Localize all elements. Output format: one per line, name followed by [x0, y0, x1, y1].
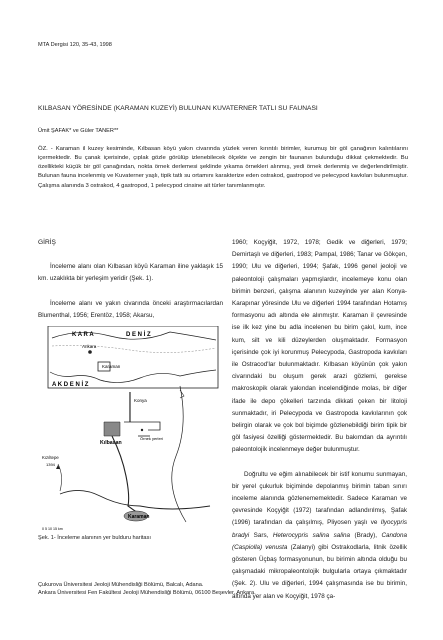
road-karaman — [112, 436, 142, 516]
left-column — [38, 237, 223, 334]
map-label-konya: Konya — [134, 398, 147, 403]
map-label-ankara: Ankara — [82, 344, 97, 349]
map-label-deniz: D E N İ Z — [126, 332, 151, 338]
paragraph: İnceleme alanı olan Kılbasan köyü Karaman iline yaklaşık 15 km. uzaklıkta bir yerleşim yeridir (Şek. 1). — [38, 263, 223, 283]
map-label-kilbasan: Kılbasan — [100, 440, 122, 446]
kilbasan-block — [104, 422, 120, 436]
river-east — [172, 386, 186, 522]
map-label-karaman-city: Karaman — [128, 514, 150, 520]
paragraph: İnceleme alanı ve yakın civarında önceki araştırmacılardan Blumenthal, 1956; Erentöz, 1958; Akarsu, — [38, 299, 223, 319]
road-east — [124, 422, 160, 430]
affiliation-2: Ankara Üniversitesi Fen Fakültesi Jeoloji Mühendisliği Bölümü, 06100 Beşevler, Ankara. — [38, 589, 256, 596]
footer-affiliations — [38, 582, 408, 597]
paper-title: KILBASAN YÖRESİNDE (KARAMAN KUZEYİ) BULUNAN KUVATERNER TATLI SU FAUNASI — [38, 105, 318, 112]
map-label-kiziltepe: Kızıltepe — [42, 455, 59, 460]
right-column — [232, 237, 407, 603]
figure-caption: Şek. 1- İnceleme alanının yer bulduru haritası — [38, 535, 151, 541]
map-scale: 0 5 10 15 km — [42, 527, 63, 531]
affiliation-1: Çukurova Üniversitesi Jeoloji Mühendisliği Bölümü, Balcalı, Adana. — [38, 582, 204, 588]
stream — [60, 490, 210, 509]
map-label-karaman: Karaman — [102, 364, 121, 369]
map-label-akdeniz: A K D E N İ Z — [52, 382, 89, 388]
paragraph: 1960; Koçyiğit, 1972, 1978; Gedik ve diğerleri, 1979; Demirtaşlı ve diğerleri, 1983; Pampal, 1986; Tanar ve Gökçen, 1990; Ulu ve diğerleri, 1994; Şafak, 1996 genel jeoloji ve paleontoloji çalışmaları yapmışlardır, incelemeye konu olan birimin benzeri, çalışma alanının kuzeyinde yer alan Konya-Karapınar yöresinde Ulu ve diğerleri 1994 tarafından Hotamış formasyonu adı altında ele alınmıştır. Karaman il çevresinde ise ilk kez yine bu adla incelenen bu birim çakıl, kum, ince kum, silt ve kili düzeylerden oluşmaktadır. Formasyon içerisinde çok iyi korunmuş Pelecypoda, Gastropoda kavkıları ile Ostracod'lar bulunmaktadır. Kılbasan köyünün çok yakın civarındaki bu oluşum gerek arazi gözlemi, gerekse makroskopik olarak yakından incelendiğinde molas, bir diğer ifade ile depo çökelleri tarzında dikkati çeken bir litoloji sunmaktadır, iri Pelecypoda ve Gastropoda kavkılarının çok belirgin olarak ve çok bol biçimde gözlenebildiği birim tipik bir göl fasiyesi özelliği göstermektedir. Bu bakımdan da ayrıntılı paleontolojik incelenmeye değer bulunmuştur. — [232, 239, 407, 454]
location-map — [30, 326, 226, 534]
ankara-dot — [88, 350, 92, 354]
map-label-kiziltepe-height: 1394 — [46, 462, 55, 467]
journal-line: MTA Dergisi 120, 35-43, 1998 — [38, 42, 112, 48]
abstract: ÖZ. - Karaman il kuzey kesiminde, Kılbasan köyü yakın civarında yüzlek veren kırıntılı birimler, kurumuş bir göl çanağının kalıntılarını içermektedir. Bu çanak içerisinde, çıplak gözle görülüp izlenebilecek ölçekte ve zengin bir faunanın bulunduğu dikkat çekmektedir. Bu özellikteki küçük bir göl çanağından, nokta örnek derlemesi şeklinde yıkama örnekleri alınmış, yedi örnek derlenmiş ve değerlendirilmiştir. Bulunan fauna incelenmiş ve Kuvaterner yaşlı, tipik tatlı su ortamını karakterize eden ostrakod, gastropod ve pelecypod kavkıları bulunmuştur. Çalışma alanında 3 ostrakod, 4 gastropod, 1 pelecypod cinsine ait türler tanımlanmıştır. — [38, 146, 408, 189]
authors: Ümit ŞAFAK* ve Güler TANER** — [38, 128, 119, 134]
section-heading: GİRİŞ — [38, 239, 56, 246]
sample-point — [141, 429, 143, 431]
north-arrow-icon — [180, 390, 184, 398]
map-label-ornek: Örnek yerleri — [140, 436, 163, 441]
map-label-kara: K A R A — [72, 332, 94, 338]
paragraph: Doğrultu ve eğim alınabilecek bir istif konumu sunmayan, bir yerel çukurluk biçiminde depolanmış birimin taban sınırı inceleme alanında gözlenememektedir. Sadece Karaman ve çevresinde Koçyiğit (1972) tarafından adlandırılmış, Şafak (1996) tarafından da çalışılmış, Pliyosen yaşlı ve Ilyocypris bradyi Sars, Heterocypris salina salina (Brady), Candona (Caspiolla) venusta (Zalanyi) gibi Ostrakodlarla, litnik özellik gösteren Üçbaş formasyonunun, bu birimin altında olduğu bu çalışmadaki mikropaleontolojik bulgularla ortaya çıkmaktadır (Şek. 2). Ulu ve diğerleri, 1994 çalışmasında ise bu birimin, altında yer alan ve Koçyiğit, 1978 ça- — [232, 470, 407, 600]
